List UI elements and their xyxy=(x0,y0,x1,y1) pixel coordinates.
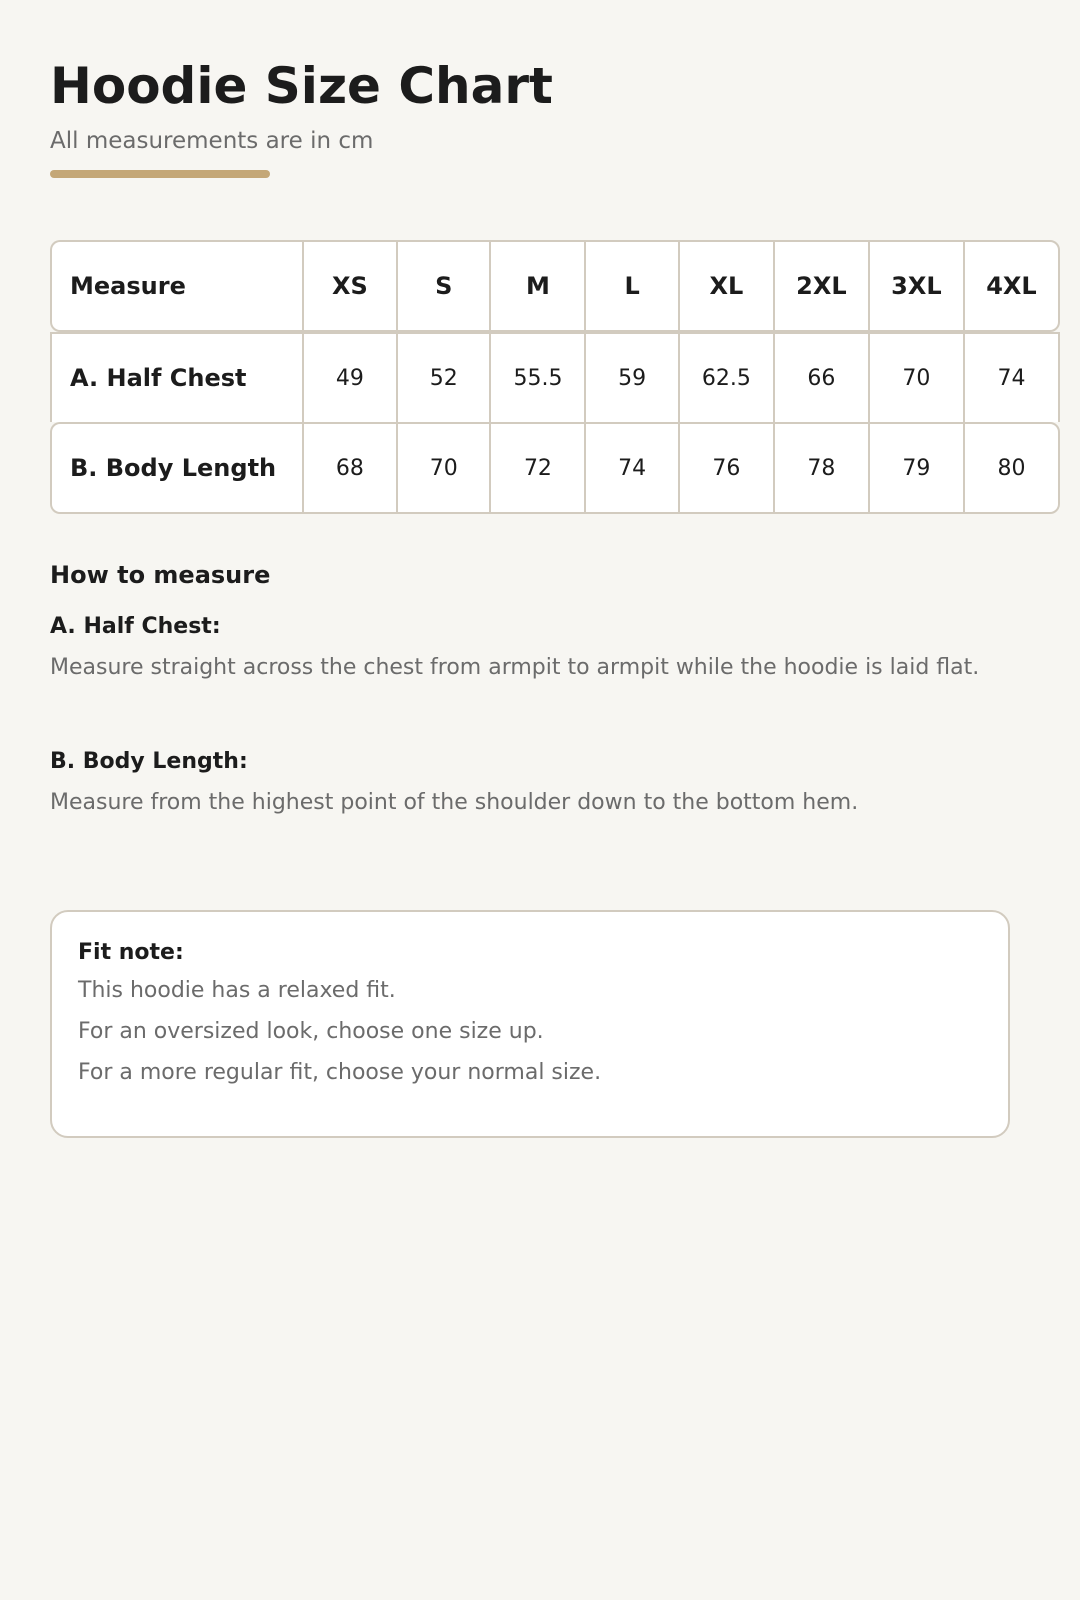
how-to-measure-heading: How to measure xyxy=(50,561,271,589)
fit-note-line: For a more regular fit, choose your normal size. xyxy=(78,1060,602,1085)
column-header-m: M xyxy=(489,240,584,332)
column-header-xl: XL xyxy=(678,240,773,332)
table-cell: 68 xyxy=(302,422,396,514)
table-cell: 70 xyxy=(396,422,490,514)
fit-note-heading: Fit note: xyxy=(78,940,184,965)
size-chart-table xyxy=(50,240,1060,514)
instruction-heading: B. Body Length: xyxy=(50,749,248,774)
table-cell: 49 xyxy=(302,332,396,422)
column-header-l: L xyxy=(584,240,678,332)
table-cell: 80 xyxy=(963,422,1060,514)
table-cell: 72 xyxy=(489,422,584,514)
measure-instruction-half-chest xyxy=(50,613,1010,685)
table-cell: 66 xyxy=(773,332,868,422)
instruction-heading: A. Half Chest: xyxy=(50,614,221,639)
row-label: B. Body Length xyxy=(50,422,302,514)
fit-note-line: This hoodie has a relaxed fit. xyxy=(78,978,396,1003)
page-subtitle: All measurements are in cm xyxy=(50,128,374,154)
table-cell: 62.5 xyxy=(678,332,773,422)
instruction-text: Measure from the highest point of the shoulder down to the bottom hem. xyxy=(50,790,859,815)
column-header-2xl: 2XL xyxy=(773,240,868,332)
table-cell: 55.5 xyxy=(489,332,584,422)
accent-divider xyxy=(50,170,270,178)
table-cell: 52 xyxy=(396,332,490,422)
column-header-xs: XS xyxy=(302,240,396,332)
table-cell: 74 xyxy=(584,422,678,514)
table-header-row xyxy=(50,240,1060,332)
column-header-4xl: 4XL xyxy=(963,240,1060,332)
table-cell: 79 xyxy=(868,422,963,514)
column-header-measure: Measure xyxy=(50,240,302,332)
table-cell: 74 xyxy=(963,332,1060,422)
fit-note-line: For an oversized look, choose one size up. xyxy=(78,1019,544,1044)
row-label: A. Half Chest xyxy=(50,332,302,422)
measure-instruction-body-length xyxy=(50,748,1010,820)
page-title: Hoodie Size Chart xyxy=(50,57,553,115)
table-row-half-chest xyxy=(50,332,1060,422)
column-header-s: S xyxy=(396,240,490,332)
table-cell: 59 xyxy=(584,332,678,422)
table-cell: 70 xyxy=(868,332,963,422)
table-cell: 78 xyxy=(773,422,868,514)
instruction-text: Measure straight across the chest from armpit to armpit while the hoodie is laid flat. xyxy=(50,655,980,680)
column-header-3xl: 3XL xyxy=(868,240,963,332)
table-cell: 76 xyxy=(678,422,773,514)
fit-note-card xyxy=(50,910,1010,1138)
table-row-body-length xyxy=(50,422,1060,514)
